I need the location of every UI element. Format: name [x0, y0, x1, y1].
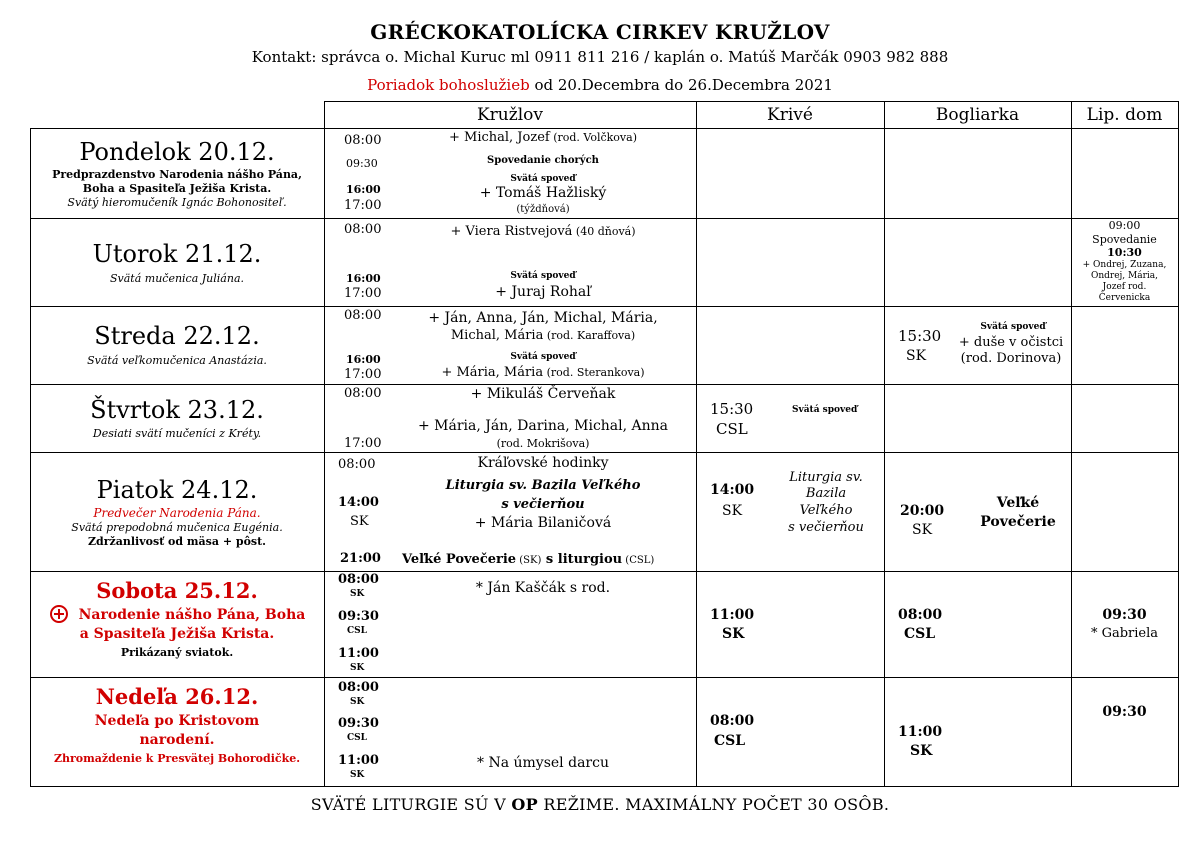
intention-name: + Mária, Mária: [441, 365, 544, 380]
day-feast: Predvečer Narodenia Pána.: [93, 506, 261, 520]
time: 11:00: [898, 724, 943, 740]
language: CSL: [347, 626, 367, 636]
time: 08:00: [344, 386, 382, 401]
day-feast: Nedeľa po Kristovom: [94, 713, 260, 729]
time: 17:00: [344, 286, 382, 301]
time: 08:00: [344, 308, 382, 323]
language: SK: [722, 626, 745, 642]
time: 15:30: [710, 400, 754, 418]
intention-family: (rod. Mokrišova): [496, 437, 590, 450]
time: 16:00: [346, 272, 381, 285]
page-title: GRÉCKOKATOLÍCKA CIRKEV KRUŽLOV: [370, 20, 830, 44]
language: CSL: [714, 733, 746, 749]
language: SK: [350, 514, 369, 529]
event: Kráľovské hodinky: [477, 455, 609, 471]
day-name: Pondelok 20.12.: [79, 138, 275, 166]
time: 20:00: [900, 503, 945, 519]
time: 11:00: [710, 607, 755, 623]
intention-name: * Na úmysel darcu: [477, 755, 609, 771]
time: 09:30: [338, 716, 379, 731]
language: SK: [722, 503, 743, 519]
row-line: [324, 101, 1179, 102]
time: 08:00: [344, 222, 382, 237]
language: SK: [906, 348, 927, 364]
event: Povečerie: [980, 514, 1056, 530]
time: 09:00: [1108, 219, 1141, 232]
time: 16:00: [346, 353, 381, 366]
time: 14:00: [338, 495, 379, 510]
day-feast: Narodenie nášho Pána, Boha: [78, 607, 306, 623]
time: 08:00: [338, 680, 379, 695]
time: 08:00: [710, 713, 755, 729]
confession-label: Svätá spoveď: [510, 174, 576, 184]
range-dates: od 20.Decembra do 26.Decembra 2021: [529, 76, 833, 94]
language: SK: [350, 663, 365, 673]
language: (CSL): [622, 555, 655, 566]
intention-family: Červenicka: [1098, 293, 1151, 303]
row-line: [30, 571, 1179, 572]
footer-text: SVÄTÉ LITURGIE SÚ V: [310, 795, 512, 814]
time: 11:00: [338, 753, 379, 768]
intention: [390, 130, 696, 145]
column-krive: Krivé: [767, 105, 813, 125]
day-feast: Boha a Spasiteľa Ježiša Krista.: [82, 182, 272, 195]
event: Spovedanie chorých: [487, 155, 599, 166]
day-name: Utorok 21.12.: [92, 240, 262, 268]
day-name: Streda 22.12.: [94, 322, 260, 350]
language: SK: [350, 697, 365, 707]
day-feast: Predprazdenstvo Narodenia nášho Pána,: [52, 168, 302, 181]
intention-name: Ondrej, Mária,: [1090, 271, 1159, 281]
time: 09:30: [338, 609, 379, 624]
day-name: Piatok 24.12.: [96, 476, 258, 504]
col-line: [884, 101, 885, 786]
event: Liturgia sv.: [789, 470, 863, 485]
row-line: [30, 218, 1179, 219]
intention-name: + Mikuláš Červeňak: [470, 386, 616, 402]
range-label: Poriadok bohoslužieb: [367, 76, 530, 94]
intention-name: + Ján, Anna, Ján, Michal, Mária,: [428, 310, 658, 326]
language: SK: [350, 770, 365, 780]
language: SK: [910, 743, 933, 759]
row-line: [30, 677, 1179, 678]
day-saint: Svätá prepodobná mučenica Eugénia.: [71, 521, 283, 534]
day-name: Štvrtok 23.12.: [90, 396, 264, 424]
intention-family: (rod. Sterankova): [543, 366, 645, 379]
contact-line: Kontakt: správca o. Michal Kuruc ml 0911 811 216 / kaplán o. Matúš Marčák 0903 982 888: [251, 48, 949, 66]
time: 10:30: [1107, 246, 1142, 259]
intention-name: + Mária, Ján, Darina, Michal, Anna: [417, 418, 669, 434]
intention-name: + Viera Ristvejová: [450, 224, 573, 239]
intention-name: * Ján Kaščák s rod.: [475, 580, 611, 596]
time: 17:00: [344, 198, 382, 213]
day-saint: Svätá mučenica Juliána.: [109, 272, 244, 285]
intention: [390, 365, 696, 380]
time: 16:00: [346, 183, 381, 196]
confession-label: Svätá spoveď: [510, 271, 576, 281]
intention-name: + Ondrej, Zuzana,: [1082, 260, 1167, 270]
time: 09:30: [1102, 704, 1147, 720]
event-title: s liturgiou: [541, 552, 623, 567]
intention: [390, 328, 696, 343]
event: Liturgia sv. Bazila Veľkého: [445, 478, 641, 493]
day-saint: Svätá veľkomučenica Anastázia.: [87, 354, 267, 367]
event: s večierňou: [788, 520, 864, 535]
intention-note: (týždňová): [516, 204, 570, 215]
day-note: Prikázaný sviatok.: [120, 646, 234, 659]
time: 21:00: [340, 551, 381, 566]
intention-name: Jozef rod.: [1102, 282, 1147, 292]
event: Veľkého: [799, 503, 853, 518]
row-line: [30, 384, 1179, 385]
time: 09:30: [346, 157, 378, 170]
col-line: [1178, 101, 1179, 786]
time: 14:00: [710, 482, 755, 498]
event: Veľké: [996, 495, 1040, 511]
intention-name: + Juraj Rohaľ: [495, 284, 591, 300]
event: s večierňou: [501, 497, 585, 512]
time: 08:00: [338, 457, 376, 472]
day-feast: a Spasiteľa Ježiša Krista.: [79, 626, 275, 642]
time: 17:00: [344, 436, 382, 451]
column-lip-dom: Lip. dom: [1086, 105, 1163, 125]
row-line: [30, 786, 1179, 787]
intention-name: + duše v očistci: [958, 335, 1064, 350]
time: 08:00: [338, 572, 379, 587]
confession-label: Svätá spoveď: [792, 405, 858, 415]
time: 08:00: [898, 607, 943, 623]
intention-family: (rod. Dorinova): [960, 351, 1062, 366]
day-saint: Desiati svätí mučeníci z Kréty.: [92, 427, 262, 440]
time: 17:00: [344, 367, 382, 382]
intention-name: * Gabriela: [1090, 626, 1159, 641]
language: CSL: [347, 733, 367, 743]
day-name: Sobota 25.12.: [96, 578, 258, 603]
column-bogliarka: Bogliarka: [935, 105, 1020, 125]
col-line: [324, 101, 325, 786]
language: CSL: [904, 626, 936, 642]
intention: [390, 224, 696, 239]
language: CSL: [716, 420, 748, 438]
row-line: [30, 452, 1179, 453]
intention-family: (rod. Volčkova): [549, 131, 637, 144]
footer-mode: OP: [511, 795, 538, 814]
intention-family: (rod. Karaffova): [543, 329, 636, 342]
col-line: [696, 101, 697, 786]
row-line: [30, 306, 1179, 307]
event: [402, 552, 654, 567]
time: 08:00: [344, 133, 382, 148]
language: (SK): [516, 555, 542, 566]
event: Bazila: [805, 486, 847, 501]
time: 11:00: [338, 646, 379, 661]
intention-note: (40 dňová): [572, 225, 636, 238]
column-kruzlov: Kružlov: [476, 105, 543, 125]
col-line: [1071, 101, 1072, 786]
intention-name: + Mária Bilaničová: [474, 515, 612, 531]
language: SK: [912, 522, 933, 538]
day-saint: Svätý hieromučeník Ignác Bohonositeľ.: [67, 196, 287, 209]
intention-name: + Michal, Jozef: [448, 130, 550, 145]
confession-label: Svätá spoveď: [980, 322, 1046, 332]
day-note: Zhromaždenie k Presvätej Bohorodičke.: [53, 752, 301, 765]
event: Spovedanie: [1092, 233, 1157, 246]
row-line: [30, 128, 1179, 129]
time: 09:30: [1102, 607, 1147, 623]
event-title: Veľké Povečerie: [402, 552, 517, 567]
day-feast: narodení.: [139, 732, 215, 748]
intention-name: Michal, Mária: [450, 328, 544, 343]
day-note: Zdržanlivosť od mäsa + pôst.: [87, 535, 267, 548]
language: SK: [350, 589, 365, 599]
intention-name: + Tomáš Hažliský: [479, 185, 607, 201]
day-name: Nedeľa 26.12.: [95, 684, 259, 709]
time: 15:30: [898, 327, 942, 345]
footer-note: [0, 795, 1200, 814]
confession-label: Svätá spoveď: [510, 352, 576, 362]
footer-text: REŽIME. MAXIMÁLNY POČET 30 OSÔB.: [538, 795, 890, 814]
